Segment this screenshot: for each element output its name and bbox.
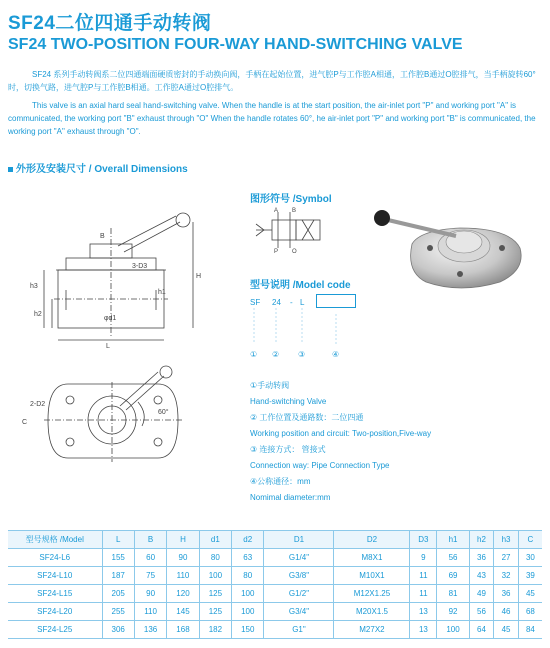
cell-h2: 56 xyxy=(469,603,494,621)
cell-d2: 63 xyxy=(232,549,264,567)
model-code-seg-l: L xyxy=(300,298,305,307)
cell-d2: 80 xyxy=(232,567,264,585)
title-chinese: SF24二位四通手动转阀 xyxy=(8,13,212,34)
cell-B: 136 xyxy=(134,621,166,639)
graphic-symbol xyxy=(250,206,340,254)
cell-model: SF24-L25 xyxy=(8,621,102,639)
cell-D2: M10X1 xyxy=(334,567,410,585)
table-row xyxy=(8,621,542,639)
cell-h1: 81 xyxy=(437,585,469,603)
cell-model: SF24-L6 xyxy=(8,549,102,567)
dim-label-d1: φd1 xyxy=(104,315,117,322)
col-header-D3: D3 xyxy=(410,531,437,549)
cell-d2: 100 xyxy=(232,585,264,603)
cell-h2: 64 xyxy=(469,621,494,639)
cell-C: 30 xyxy=(518,549,542,567)
side-view-drawing xyxy=(8,182,218,352)
note-line-8: Nomimal diameter:mm xyxy=(250,493,331,502)
cell-h1: 56 xyxy=(437,549,469,567)
note-line-5: ③ 连接方式： 管接式 xyxy=(250,445,326,454)
cell-h2: 49 xyxy=(469,585,494,603)
cell-H: 145 xyxy=(167,603,199,621)
cell-d1: 125 xyxy=(199,603,231,621)
model-code-blank-box xyxy=(316,294,356,308)
cell-D2: M20X1.5 xyxy=(334,603,410,621)
cell-C: 39 xyxy=(518,567,542,585)
cell-C: 68 xyxy=(518,603,542,621)
cell-D2: M8X1 xyxy=(334,549,410,567)
model-code-leader-lines xyxy=(250,308,360,348)
note-line-4: Working position and circuit: Two-position,Five-way xyxy=(250,429,432,438)
cell-H: 110 xyxy=(167,567,199,585)
dim-label-angle: 60° xyxy=(158,409,169,416)
cell-D1: G1" xyxy=(264,621,334,639)
cell-D1: G3/4" xyxy=(264,603,334,621)
col-header-h1: h1 xyxy=(437,531,469,549)
col-header-h2: h2 xyxy=(469,531,494,549)
cell-L: 205 xyxy=(102,585,134,603)
cell-h2: 43 xyxy=(469,567,494,585)
cell-C: 84 xyxy=(518,621,542,639)
table-row xyxy=(8,585,542,603)
cell-d1: 125 xyxy=(199,585,231,603)
title-english: SF24 TWO-POSITION FOUR-WAY HAND-SWITCHING VALVE xyxy=(8,36,463,53)
dim-label-h1: h1 xyxy=(158,289,166,296)
dim-label-C: C xyxy=(22,419,28,426)
model-code-num-3: ③ xyxy=(298,350,306,359)
cell-h2: 36 xyxy=(469,549,494,567)
model-code-num-4: ④ xyxy=(332,350,340,359)
dim-label-H: H xyxy=(196,273,202,280)
cell-d1: 100 xyxy=(199,567,231,585)
dim-label-B: B xyxy=(100,233,105,240)
cell-d2: 100 xyxy=(232,603,264,621)
model-code-heading: 型号说明 /Model code xyxy=(250,280,351,291)
overall-dimensions-heading: 外形及安装尺寸 / Overall Dimensions xyxy=(8,160,188,175)
symbol-heading: 图形符号 /Symbol xyxy=(250,194,332,205)
cell-D3: 13 xyxy=(410,621,437,639)
table-row xyxy=(8,603,542,621)
col-header-model: 型号规格 /Model xyxy=(8,531,102,549)
product-photo xyxy=(360,188,540,298)
note-line-1: ①手动转阀 xyxy=(250,381,290,390)
cell-D3: 13 xyxy=(410,603,437,621)
cell-D1: G3/8" xyxy=(264,567,334,585)
cell-h1: 69 xyxy=(437,567,469,585)
dim-label-h3: h3 xyxy=(30,283,38,290)
col-header-d2: d2 xyxy=(232,531,264,549)
cell-h1: 92 xyxy=(437,603,469,621)
note-line-6: Connection way: Pipe Connection Type xyxy=(250,461,390,470)
table-header-row xyxy=(8,531,542,549)
cell-H: 120 xyxy=(167,585,199,603)
cell-L: 306 xyxy=(102,621,134,639)
cell-D2: M27X2 xyxy=(334,621,410,639)
cell-h3: 32 xyxy=(494,567,519,585)
description-english: This valve is an axial hard seal hand-switching valve. When the handle is at the start position, the air-inlet port "P" and working port "A" is communicated, the working port "B" exhaust through "O" When the handle rotates 60°, he air-inlet port "P" and working port "B" is communicated, the working port "A" exhaust through "O". xyxy=(8,101,536,136)
col-header-L: L xyxy=(102,531,134,549)
cell-H: 90 xyxy=(167,549,199,567)
description-chinese: SF24 系列手动转阀系二位四通端面硬质密封的手动换向阀，手柄在起始位置，进气腔P与工作腔A相通，工作腔B通过O腔排气，当手柄旋转60°时，切换气路，进气腔P与工作腔B相通。工作腔A通过O腔排气。 xyxy=(8,70,536,92)
note-line-2: Hand-switching Valve xyxy=(250,397,327,406)
dim-label-L: L xyxy=(106,343,110,350)
model-code-dash: - xyxy=(290,298,293,307)
cell-C: 45 xyxy=(518,585,542,603)
cell-B: 110 xyxy=(134,603,166,621)
cell-d2: 150 xyxy=(232,621,264,639)
cell-H: 168 xyxy=(167,621,199,639)
symbol-label-O: O xyxy=(292,249,297,254)
cell-d1: 80 xyxy=(199,549,231,567)
table-row xyxy=(8,549,542,567)
col-header-D2: D2 xyxy=(334,531,410,549)
plan-view-drawing xyxy=(8,362,218,480)
cell-h3: 46 xyxy=(494,603,519,621)
col-header-D1: D1 xyxy=(264,531,334,549)
cell-h3: 45 xyxy=(494,621,519,639)
note-line-7: ④公称通径：mm xyxy=(250,477,311,486)
cell-model: SF24-L15 xyxy=(8,585,102,603)
specification-table xyxy=(8,530,542,639)
dim-label-h2: h2 xyxy=(34,311,42,318)
cell-D1: G1/2" xyxy=(264,585,334,603)
col-header-H: H xyxy=(167,531,199,549)
cell-L: 187 xyxy=(102,567,134,585)
cell-h1: 100 xyxy=(437,621,469,639)
cell-B: 75 xyxy=(134,567,166,585)
model-code-notes xyxy=(250,378,431,506)
table-row xyxy=(8,567,542,585)
cell-d1: 182 xyxy=(199,621,231,639)
col-header-B: B xyxy=(134,531,166,549)
dim-label-D3: 3-D3 xyxy=(132,263,148,270)
model-code-num-2: ② xyxy=(272,350,280,359)
symbol-label-A: A xyxy=(274,208,279,214)
cell-B: 90 xyxy=(134,585,166,603)
cell-model: SF24-L20 xyxy=(8,603,102,621)
symbol-label-B: B xyxy=(292,208,297,214)
col-header-h3: h3 xyxy=(494,531,519,549)
cell-D3: 9 xyxy=(410,549,437,567)
cell-model: SF24-L10 xyxy=(8,567,102,585)
cell-B: 60 xyxy=(134,549,166,567)
cell-D3: 11 xyxy=(410,585,437,603)
model-code-num-1: ① xyxy=(250,350,258,359)
dim-label-D2: 2-D2 xyxy=(30,401,46,408)
cell-L: 255 xyxy=(102,603,134,621)
cell-h3: 27 xyxy=(494,549,519,567)
cell-L: 155 xyxy=(102,549,134,567)
col-header-d1: d1 xyxy=(199,531,231,549)
cell-D2: M12X1.25 xyxy=(334,585,410,603)
cell-D3: 11 xyxy=(410,567,437,585)
col-header-C: C xyxy=(518,531,542,549)
model-code-seg-sf: SF xyxy=(250,298,261,307)
note-line-3: ② 工作位置及通路数：二位四通 xyxy=(250,413,364,422)
cell-D1: G1/4" xyxy=(264,549,334,567)
cell-h3: 36 xyxy=(494,585,519,603)
symbol-label-P: P xyxy=(274,249,279,254)
model-code-seg-24: 24 xyxy=(272,298,281,307)
